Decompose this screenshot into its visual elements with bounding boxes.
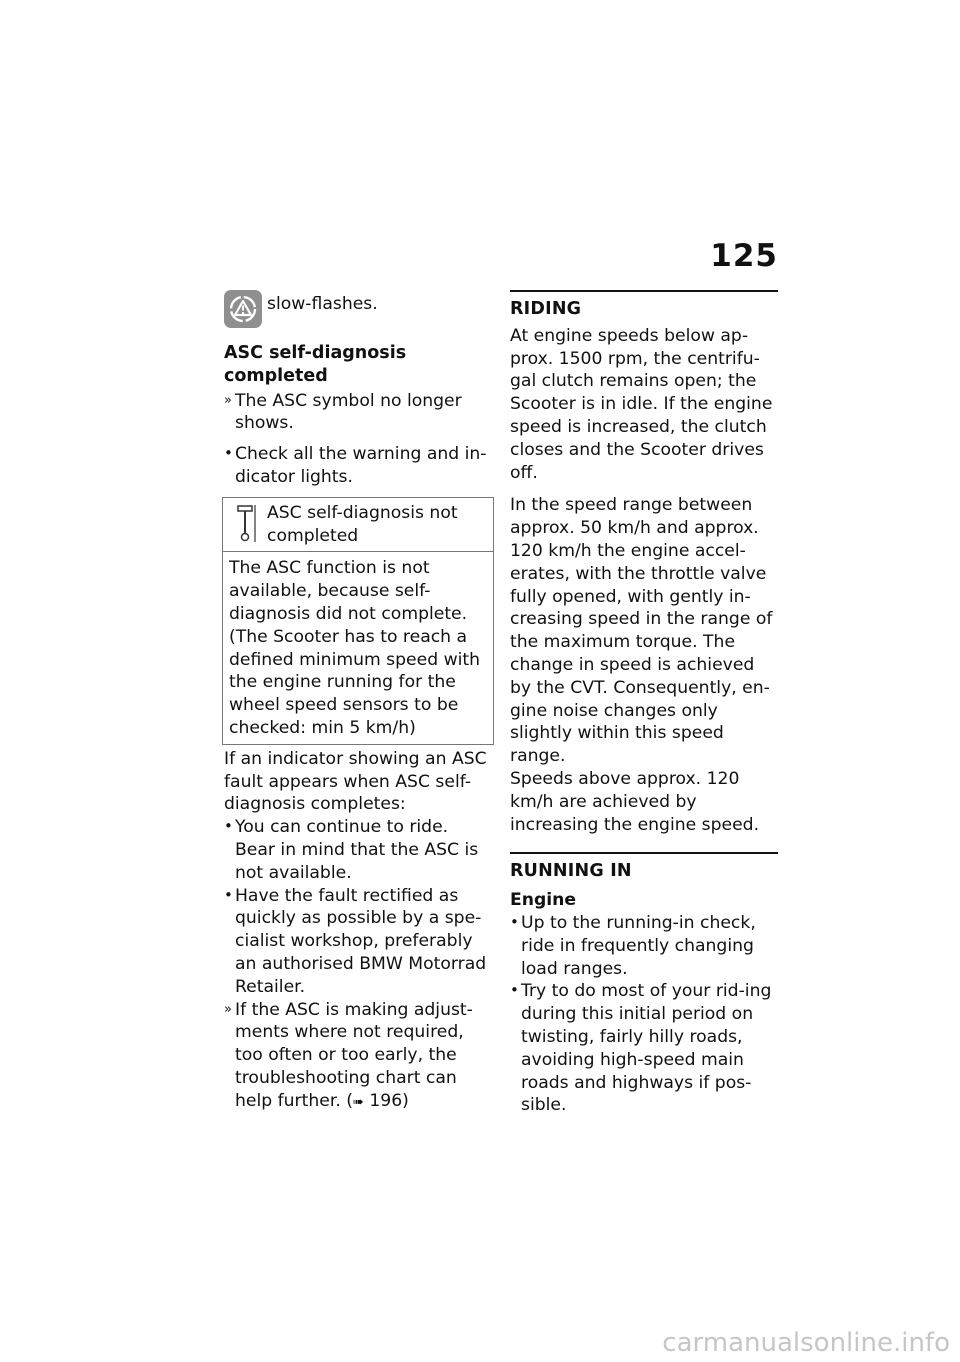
fault-intro: If an indicator showing an ASC fault appears when ASC self-diagnosis completes:: [224, 748, 487, 815]
bullet-text: Try to do most of your rid-ing during this initial period on twisting, fairly hilly roads, avoiding high-speed main roads and highways if pos-sible.: [521, 981, 772, 1116]
result-item: [224, 999, 492, 1115]
asc-completed-heading: ASC self-diagnosis completed: [224, 343, 407, 386]
warning-row: [224, 290, 492, 328]
right-column: [510, 290, 778, 1117]
bullet-marker: •: [224, 817, 233, 836]
result-text: If the ASC is making adjust-ments where not required, too often or too early, the troubleshooting chart can help further.: [235, 999, 473, 1111]
service-wrench-icon: [229, 502, 261, 546]
engine-subheading: Engine: [510, 890, 577, 911]
page-reference-arrow-icon: ➠: [352, 1094, 364, 1110]
riding-paragraph: At engine speeds below ap-prox. 1500 rpm, the centrifu-gal clutch remains open; the Scooter is in idle. If the engine speed is increased, the clutch closes and the Scooter drives off.: [510, 325, 773, 483]
section-divider: [510, 852, 778, 854]
bullet-marker: •: [510, 912, 519, 931]
result-item: [224, 390, 492, 436]
notice-body: The ASC function is not available, because self-diagnosis did not complete. (The Scooter has to reach a defined minimum speed with the engine running for the wheel speed sensors to be checked: min 5 km/h): [229, 558, 481, 738]
notice-header: [223, 498, 493, 553]
left-column: [224, 290, 492, 1115]
bullet-marker: •: [510, 981, 519, 1000]
bullet-item: [510, 912, 778, 980]
bullet-marker: •: [224, 444, 233, 463]
section-divider: [510, 290, 778, 292]
result-marker: »: [224, 392, 232, 408]
notice-title: ASC self-diagnosis not completed: [267, 502, 458, 546]
watermark: carmanualsonline.info: [662, 1328, 950, 1358]
running-in-section-title: RUNNING IN: [510, 861, 632, 882]
result-text: The ASC symbol no longer shows.: [235, 390, 462, 434]
bullet-text: You can continue to ride. Bear in mind that the ASC is not available.: [235, 817, 479, 883]
warning-triangle-icon: [224, 290, 262, 328]
page-reference-link[interactable]: 196): [369, 1090, 409, 1111]
bullet-item: [224, 885, 492, 999]
page-reference-open: (: [346, 1090, 353, 1111]
page-number: 125: [710, 238, 778, 274]
bullet-item: [224, 816, 492, 884]
bullet-item: [510, 980, 778, 1117]
warning-text: slow-flashes.: [267, 294, 378, 314]
riding-section-title: RIDING: [510, 299, 582, 319]
bullet-text: Up to the running-in check, ride in frequently changing load ranges.: [521, 912, 756, 979]
bullet-item: [224, 443, 492, 489]
bullet-text: Have the fault rectified as quickly as possible by a spe-cialist workshop, preferably an authorised BMW Motorrad Retailer.: [235, 885, 487, 997]
riding-paragraph: Speeds above approx. 120 km/h are achieved by increasing the engine speed.: [510, 768, 760, 835]
riding-paragraph: In the speed range between approx. 50 km/h and approx. 120 km/h the engine accel-erates, with the throttle valve fully opened, with gently in-creasing speed in the range of the maximum torque. The change in speed is achieved by the CVT. Consequently, en-gine noise changes only slightly within this speed range.: [510, 495, 773, 767]
notice-box: [222, 497, 494, 745]
result-marker: »: [224, 1001, 232, 1017]
bullet-text: Check all the warning and in-dicator lights.: [235, 444, 487, 487]
bullet-marker: •: [224, 885, 233, 904]
